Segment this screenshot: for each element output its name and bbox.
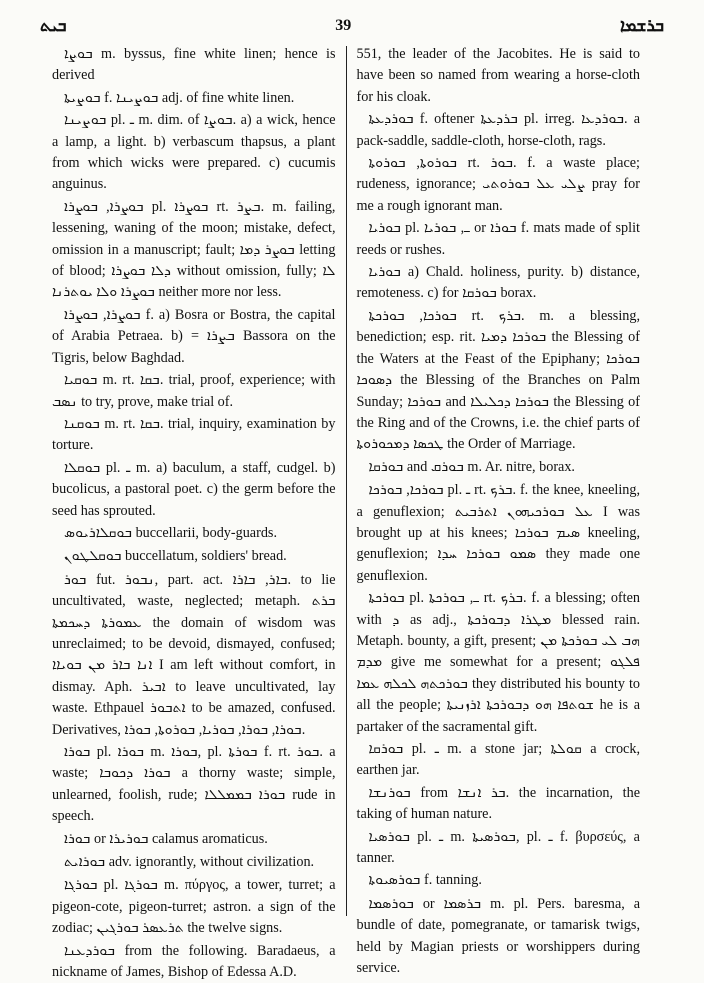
dictionary-entry: ܒܘܨܐ m. byssus, fine white linen; hence is derived <box>52 46 336 84</box>
dictionary-entry: ܒܘܪܝܐ pl. ـ, ܒܘܪܝܐ or ܒܘܪܐ f. mats made of split reeds or rushes. <box>356 220 640 258</box>
page-header <box>40 12 664 40</box>
dictionary-entry: ܒܘܪܟܐ, ܒܘܪܟܐ pl. ـ rt. ܒܪܟ. f. the knee, kneeling, a genuflexion; ܥܠ ܒܘܪܟܝܗܘܢ ܐܬܪܒܝܬ I was brought up at his knees; ܣܝܡ ܒܘܪܟܐ kneeling, genuflexion; ܣܡܘ ܒܘܪܟܐ ܚܕܐ they made one genuflexion. <box>356 482 640 584</box>
dictionary-entry: ܒܘܪܐ pl. ܒܘܪܐ m. ܒܘܪܐ, pl. ܒܘܪܬܐ f. rt. ܒܘܪ. a waste; ܒܘܪܐ ܕܟܘܒܐ a thorny waste; simple, unlearned, foolish, rude; ܒܘܪܐ ܒܡܡܠܠܐ rude in speech. <box>52 744 336 825</box>
dictionary-entry: ܒܘܪܓܐ pl. ܒܘܪܓܐ m. πύργος, a tower, turret; a pigeon-cote, pigeon-turret; astron. a sign of the zodiac; ܬܪܥܣܪ ܒܘܪܓܝܢ the twelve signs. <box>52 877 336 937</box>
dictionary-entry: ܒܘܩܢܐ m. rt. ܒܩܐ. trial, inquiry, examination by torture. <box>52 415 336 454</box>
two-column-body <box>52 44 640 981</box>
dictionary-entry: ܒܘܪ fut. ܢܒܘܪ, part. act. ܒܐܪ, ܒܐܪܐ. to lie uncultivated, waste, neglected; metaph. ܒܪܬ ܥܡܘܪܬܐ ܕܚܟܡܬܐ the domain of wisdom was unreclaimed; to be devoid, dismayed, confused; ܐܢܐ ܒܐܪ ܡܢ ܒܘܝܐܐ I am left without comfort, in dismay. Aph. ܐܒܝܪ to leave uncultivated, lay waste. Ethpauel ܐܬܒܘܪ to be amazed, confused. Derivatives, ܒܘܪܐ, ܒܘܪܐ, ܒܘܪܝܐ, ܒܘܪܘܬܐ, ܒܘܪܐ. <box>52 571 336 738</box>
dictionary-entry: ܒܘܪܘܬܐ, ܒܘܪܘܬܐ rt. ܒܘܪ. f. a waste place; rudeness, ignorance; ܨܠܝ ܥܠ ܒܘܪܘܬܝ pray for me a rough ignorant man. <box>356 155 640 214</box>
dictionary-entry: ܒܘܨܪܐ, ܒܘܨܪܐ pl. ܒܘܨܪܐ rt. ܒܨܪ. m. failing, lessening, waning of the moon; mistake, defect, omission in a manuscript; fault; ܒܘܨܪ ܕܡܐ letting of blood; ܕܠܐ ܒܘܨܪܐ without omission, fully; ܠܐ ܒܘܨܪܐ ܘܠܐ ܝܘܬܪܢܐ neither more nor less. <box>52 198 336 301</box>
dictionary-entry: ܒܘܪܟܬܐ pl. ـ, ܒܘܪܟܬܐ rt. ܒܪܟ. f. a blessing; often with ܕ as adj., ܡܛܪܐ ܕܒܘܪܟܬܐ blessed rain. Metaph. bounty, a gift, present; ܗܒ ܠܝ ܒܘܪܟܬܐ ܡܢ ܡܕܡ give me somewhat for a present; ܦܠܓܘ ܒܘܪܟܬܗ ܠܟܠܗ ܥܡܐ they distributed his bounty to all the people; ܫܘܬܦܐ ܗܘ ܕܒܘܪܟܬܐ ܐܪܙܢܝܬܐ he is a partaker of the sacramental gift. <box>356 590 640 735</box>
dictionary-entry: ܒܘܪܟܐ, ܒܘܪܟܬܐ rt. ܒܪܟ. m. a blessing, benediction; esp. rit. ܒܘܪܟܐ ܕܡܝܐ the Blessing of the Waters at the Feast of the Epiphany; ܒܘܪܟܐ ܕܣܘܟܐ the Blessing of the Branches on Palm Sunday; ܒܘܪܟܐ and ܒܘܪܟܐ ܕܟܠܝܠܐ the Blessing of the Ring and of the Crowns, i.e. the chief parts of ܛܟܣܐ ܕܡܟܘܪܘܬܐ the Order of Marriage. <box>356 307 640 453</box>
running-head-left: ܒܝܬ <box>40 16 67 35</box>
running-head-right: ܒܪܫܡܐ <box>619 16 664 35</box>
dictionary-entry: ܒܘܨܝܬܐ f. ܒܘܨܝܢܐ adj. of fine white linen. <box>64 89 295 106</box>
dictionary-entry: ܒܘܩܝܐ m. rt. ܒܩܐ. trial, proof, experience; with ܢܣܒ to try, prove, make trial of. <box>52 372 336 410</box>
left-column <box>52 44 346 981</box>
dictionary-entry: ܒܘܪܣܝܘܬܐ f. tanning. <box>368 872 482 889</box>
dictionary-entry: ܒܘܪܕܥܢܐ from the following. Baradaeus, a nickname of James, Bishop of Edessa A.D. <box>52 942 336 981</box>
dictionary-entry: ܒܘܩܠܐܪܝܘܣ buccellarii, body-guards. <box>64 524 277 541</box>
dictionary-entry: ܒܘܨܝܢܐ pl. ـ m. dim. of ܒܘܨܐ. a) a wick, hence a lamp, a light. b) verbascum thapsus, a plant from which wicks were prepared. c) cucumis anguinus. <box>52 112 336 193</box>
dictionary-entry: ܒܘܪܩܐ pl. ـ m. a stone jar; ܩܘܠܬܐ a crock, earthen jar. <box>356 741 640 779</box>
dictionary-entry: ܒܘܩܠܛܘܢ buccellatum, soldiers' bread. <box>64 548 287 565</box>
dictionary-entry: ܒܘܪܣܝܐ pl. ـ m. ܒܘܪܣܝܬܐ, pl. ـ f. βυρσεύς, a tanner. <box>356 828 640 867</box>
dictionary-entry: ܒܘܪܣܡܐ or ܒܪܣܡܐ m. pl. Pers. baresma, a bundle of date, pomegranate, or tamarisk twigs, held by Magian priests or worshippers during service. <box>356 895 640 977</box>
dictionary-entry: ܒܘܪܐ or ܒܘܪܝܪܐ calamus aromaticus. <box>64 830 268 847</box>
dictionary-entry: ܒܘܪܩܐ and ܒܘܪܩ m. Ar. nitre, borax. <box>368 458 575 475</box>
dictionary-entry: ܒܘܪܢܫܐ from ܒܪ ܐܢܫܐ. the incarnation, the taking of human nature. <box>356 784 640 823</box>
dictionary-entry: ܒܘܪܕܥܬܐ f. oftener ܒܪܕܥܬܐ pl. irreg. ܒܘܪܕܥܐ. a pack-saddle, saddle-cloth, horse-cloth, rags. <box>356 111 640 149</box>
right-column <box>347 44 641 977</box>
dictionary-entry: ܒܘܪܝܐ a) Chald. holiness, purity. b) distance, remoteness. c) for ܒܘܪܩܐ borax. <box>356 264 640 302</box>
dictionary-entry: ܒܘܩܠܐ pl. ـ m. a) baculum, a staff, cudgel. b) bucolicus, a pastoral poet. c) the germ before the seed has sprouted. <box>52 459 336 519</box>
dictionary-entry-continued: 551, the leader of the Jacobites. He is said to have been so named from wearing a horse-cloth for his cloak. <box>356 46 640 105</box>
page-number: 39 <box>335 17 352 34</box>
dictionary-entry: ܒܘܨܪܐ, ܒܘܨܪܐ f. a) Bosra or Bostra, the capital of Arabia Petraea. b) = ܒܨܪܐ Bassora on the Tigris, below Baghdad. <box>52 306 336 366</box>
dictionary-entry: ܒܘܪܐܝܬ adv. ignorantly, without civilization. <box>64 854 315 871</box>
